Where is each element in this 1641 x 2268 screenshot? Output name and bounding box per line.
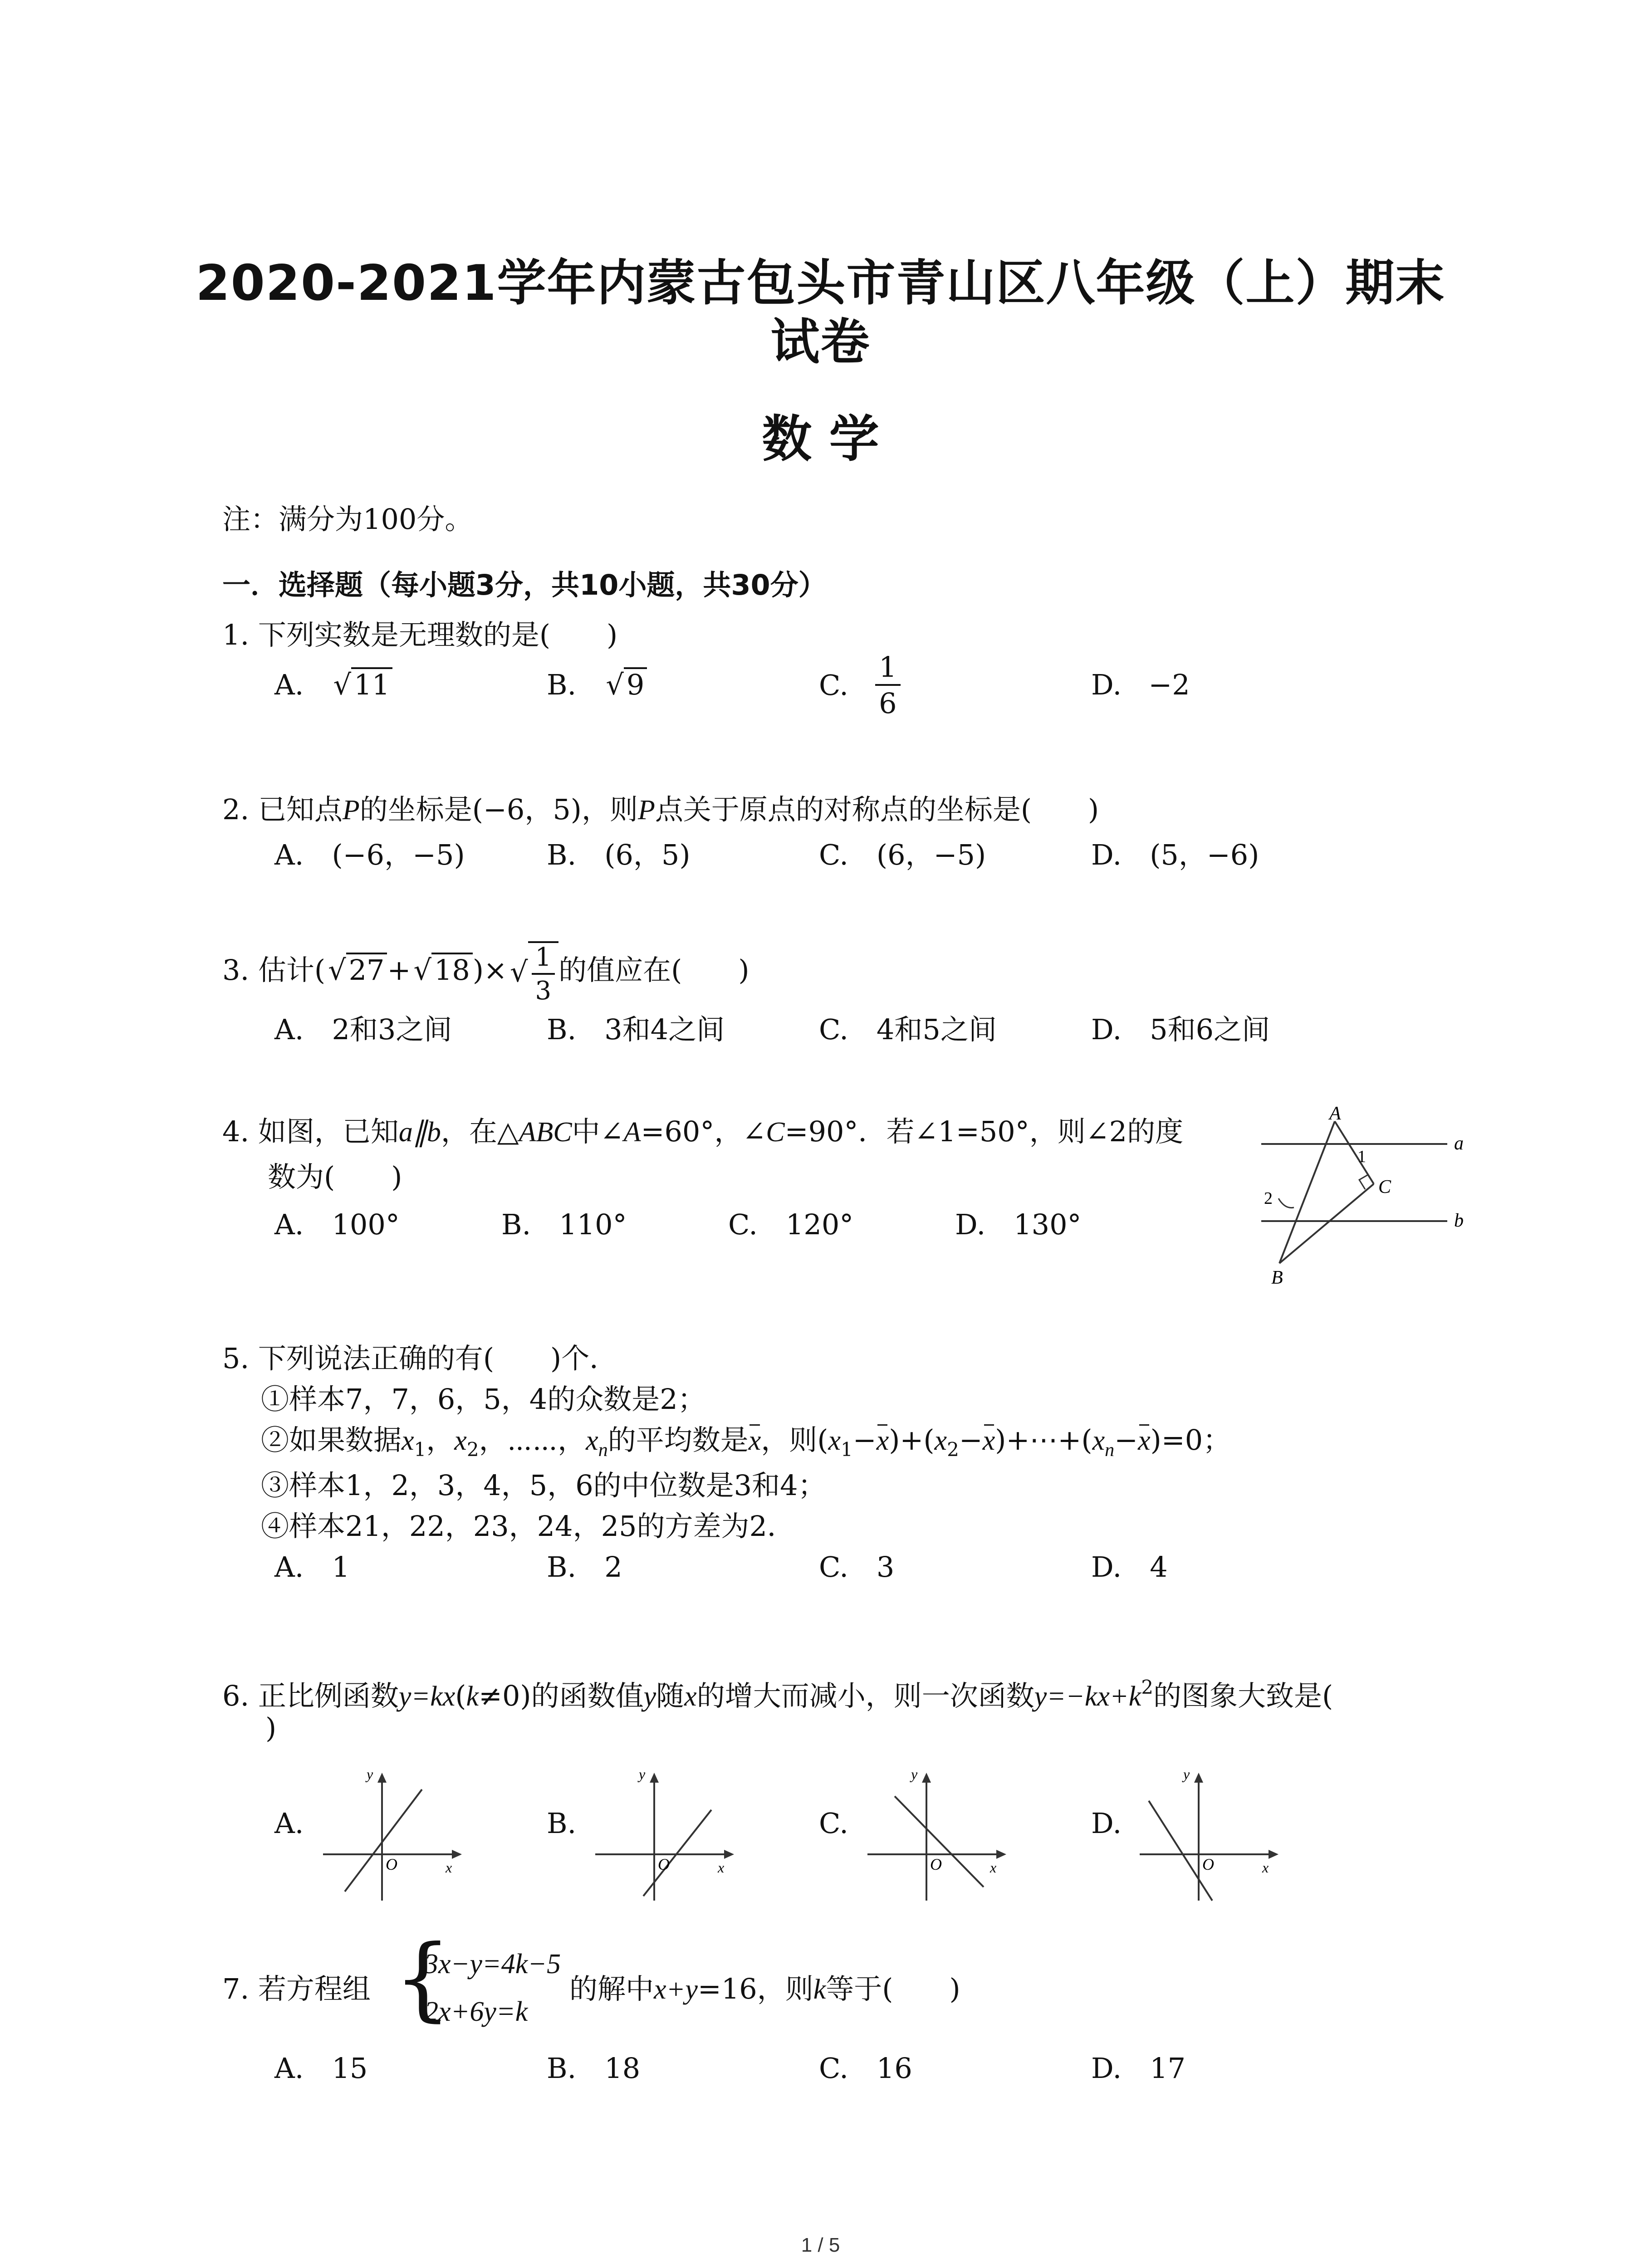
label-B: B [1271,1267,1283,1284]
svg-text:x: x [990,1859,997,1876]
q1-option-d[interactable] [1091,667,1190,703]
svg-text:O: O [1202,1855,1214,1873]
q3-option-a[interactable]: A. 2和3之间 [274,1013,452,1046]
q1-b-label: B. [547,668,577,701]
graph-d-line [1149,1801,1212,1901]
q1-d-label: D. [1091,668,1122,701]
q2-option-d[interactable]: D. (5，−6) [1091,838,1259,871]
right-angle-mark [1359,1175,1368,1189]
q7-option-d[interactable]: D. 17 [1091,2052,1186,2085]
svg-text:y: y [367,1769,373,1782]
sqrt-one-third: √ $\frac{1}{3}$ [507,941,558,1004]
q6-stem-line1: 6. 正比例函数y=kx(k≠0)的函数值y随x的增大而减小，则一次函数$y=-kx+k^2$的图象大致是( [222,1676,1333,1712]
graph-c-line [895,1796,984,1887]
q4-option-a[interactable]: A. 100° [274,1208,400,1241]
svg-text:O: O [658,1855,670,1873]
q1-stem: 1. 下列实数是无理数的是( ) [222,618,618,651]
fraction-1-6: $\frac{1}{6}$ [875,653,900,718]
q2-stem: 2. 已知点P的坐标是(−6，5)，则P点关于原点的对称点的坐标是( ) [222,793,1099,826]
svg-text:y: y [639,1769,646,1782]
svg-text:y: y [911,1769,918,1782]
q7-option-b[interactable]: B. 18 [547,2052,641,2085]
q3-option-b[interactable]: B. 3和4之间 [547,1013,725,1046]
graph-a-line [345,1789,422,1892]
sqrt-27: √27 [325,952,387,988]
q5-option-c[interactable]: C. 3 [819,1550,895,1584]
label-angle-1: 1 [1357,1147,1366,1166]
q6-option-a-label[interactable]: A. [274,1807,304,1840]
q4-stem-line1: 4. 如图，已知a∥b，在△ABC中∠A=60°，∠C=90°．若∠1=50°，则∠2的度 [222,1115,1184,1148]
q5-statement-4: ④样本21，22，23，24，25的方差为2． [261,1510,795,1543]
q3-option-d[interactable]: D. 5和6之间 [1091,1013,1270,1046]
q4-option-b[interactable]: B. 110° [501,1208,627,1241]
q1-option-b[interactable] [547,667,647,703]
q6-graph-a[interactable] [318,1769,467,1905]
svg-text:x: x [1262,1859,1269,1876]
q7-equation-1: 3x−y=4k−5 [424,1949,561,1980]
q5-option-a[interactable]: A. 1 [274,1550,350,1584]
q5-option-b[interactable]: B. 2 [547,1550,622,1584]
q5-statement-3: ③样本1，2，3，4，5，6的中位数是3和4； [261,1469,826,1502]
score-note: 注：满分为100分。 [222,503,473,536]
q1-c-label: C. [819,669,848,702]
q6-option-b-label[interactable]: B. [547,1807,577,1840]
svg-text:O: O [930,1855,942,1873]
q6-option-c-label[interactable]: C. [819,1807,848,1840]
q6-option-d-label[interactable]: D. [1091,1807,1122,1840]
svg-text:O: O [386,1855,397,1873]
q2-option-c[interactable]: C. (6，−5) [819,838,986,871]
angle-2-arc [1279,1198,1294,1208]
label-line-a: a [1454,1133,1464,1154]
q4-option-d[interactable]: D. 130° [955,1208,1082,1241]
q7-stem-post: 的解中x+y=16，则k等于( ) [569,1972,960,2005]
q5-stem: 5. 下列说法正确的有( )个． [222,1342,618,1375]
q6-graph-d[interactable] [1134,1769,1284,1905]
q5-statement-2: ②如果数据$x_1$，$x_2$，⋯⋯，$x_n$的平均数是x，则$(x_1-x)+(x_2-x)+\cdots+(x_n-x)=0$； [261,1423,1231,1461]
q4-option-c[interactable]: C. 120° [728,1208,854,1241]
q7-equation-2: 2x+6y=k [424,1996,528,2027]
segment-ab [1279,1121,1335,1263]
q3-stem: 3. 估计(√27+√18)×√ $\frac{1}{3}$ 的值应在( ) [222,941,749,1004]
q6-graph-b[interactable] [590,1769,740,1905]
q2-option-a[interactable]: A. (−6，−5) [274,838,465,871]
label-angle-2: 2 [1264,1189,1273,1208]
svg-text:x: x [718,1859,725,1876]
q4-parallel-lines-figure [1252,1102,1470,1284]
sqrt-18: √18 [411,952,472,988]
q6-graph-c[interactable] [862,1769,1012,1905]
segment-cb [1279,1184,1374,1263]
svg-text:x: x [446,1859,452,1876]
svg-text:y: y [1183,1769,1190,1782]
q1-option-a[interactable] [274,667,392,703]
q6-stem-line2: ) [265,1711,277,1745]
q1-option-c[interactable] [819,650,901,720]
subject-title: 数 学 [762,410,879,468]
q2-option-b[interactable]: B. (6，5) [547,838,691,871]
q1-a-label: A. [274,668,304,701]
q3-option-c[interactable]: C. 4和5之间 [819,1013,997,1046]
sqrt-11: √11 [331,667,392,703]
q4-stem-line2: 数为( ) [268,1160,402,1193]
page-number: 1 / 5 [801,2234,840,2256]
q1-d-value: −2 [1148,668,1190,701]
q7-option-a[interactable]: A. 15 [274,2052,368,2085]
section-heading: 一．选择题（每小题3分，共10小题，共30分） [222,568,827,601]
q7-stem-pre: 7. 若方程组 [222,1972,371,2005]
exam-title-line1: 2020-2021学年内蒙古包头市青山区八年级（上）期末 [196,255,1445,312]
q7-option-c[interactable]: C. 16 [819,2052,912,2085]
sqrt-9: √9 [603,667,647,703]
label-C: C [1378,1177,1391,1198]
segment-ac [1335,1121,1374,1184]
system-brace: { [394,1926,452,2031]
label-line-b: b [1454,1210,1464,1231]
label-A: A [1329,1103,1341,1124]
q5-option-d[interactable]: D. 4 [1091,1550,1168,1584]
q5-statement-1: ①样本7，7，6，5，4的众数是2； [261,1383,706,1416]
exam-title-line2: 试卷 [770,314,871,371]
